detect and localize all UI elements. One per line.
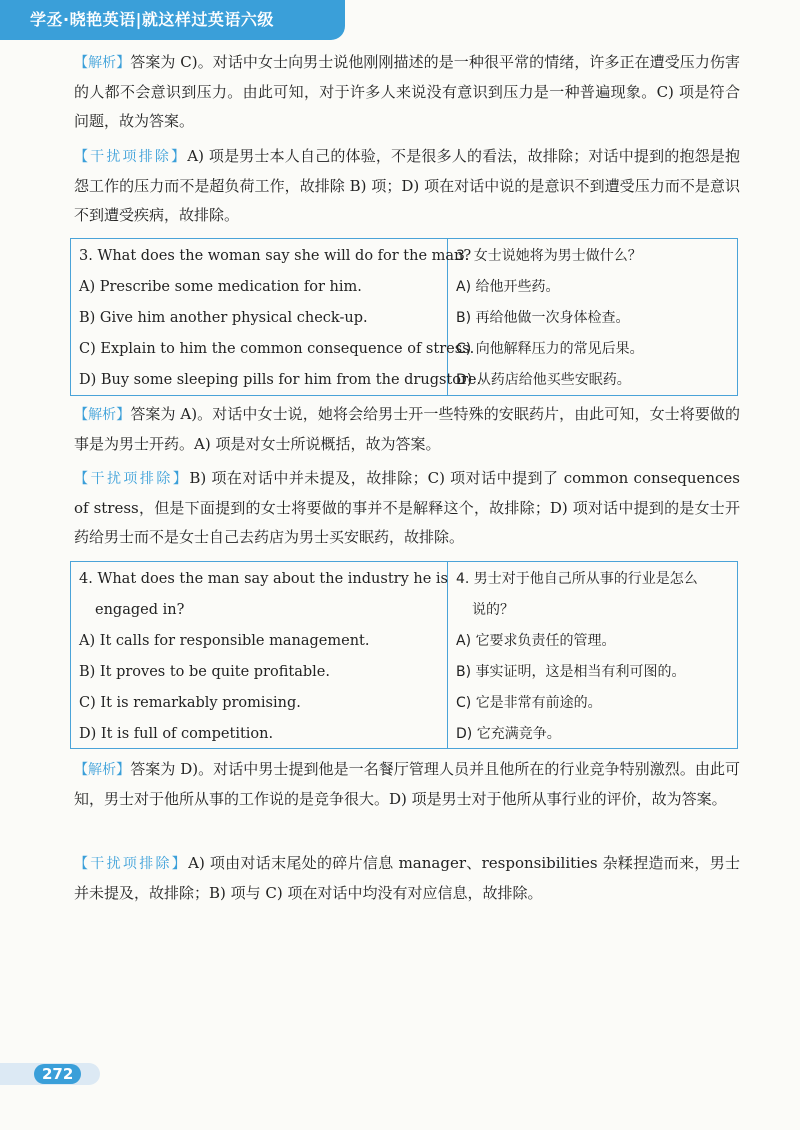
distractor-tag: 【干扰项排除】 — [74, 471, 190, 487]
question-4-english — [71, 562, 448, 748]
question-3-stem: 3. What does the woman say she will do for the man? — [79, 248, 472, 264]
option-a-zh: A) 给他开些药。 — [456, 279, 560, 295]
question-4-stem-zh-cont: 说的？ — [472, 602, 514, 618]
question-4-stem-zh: 4. 男士对于他自己所从事的行业是怎么 — [456, 571, 698, 587]
option-d: D) Buy some sleeping pills for him from the drugstore. — [79, 372, 482, 388]
analysis-text: 答案为 D)。对话中男士提到他是一名餐厅管理人员并且他所在的行业竞争特别激烈。由此可知，男士对于他所从事的工作说的是竞争很大。D) 项是男士对于他所从事行业的评价，故为答案。 — [74, 760, 741, 808]
option-d-zh: D) 从药店给他买些安眠药。 — [456, 372, 631, 388]
distractor-paragraph — [74, 849, 740, 908]
option-a: A) Prescribe some medication for him. — [79, 279, 362, 295]
option-d: D) It is full of competition. — [79, 726, 274, 742]
question-3-table — [70, 238, 738, 396]
distractor-tag: 【干扰项排除】 — [74, 149, 188, 165]
analysis-tag: 【解析】 — [74, 55, 131, 71]
option-c-zh: C) 向他解释压力的常见后果。 — [456, 341, 644, 357]
question-4-table — [70, 561, 738, 749]
analysis-tag: 【解析】 — [74, 762, 131, 778]
analysis-text: 答案为 C)。对话中女士向男士说他刚刚描述的是一种很平常的情绪，许多正在遭受压力伤害的人都不会意识到压力。由此可知，对于许多人来说没有意识到压力是一种普遍现象。C) 项是符合问题，故为答案。 — [74, 53, 740, 130]
analysis-tag: 【解析】 — [74, 407, 131, 423]
analysis-paragraph — [74, 48, 740, 136]
analysis-paragraph — [74, 400, 740, 459]
analysis-paragraph — [74, 755, 740, 814]
option-a: A) It calls for responsible management. — [79, 633, 370, 649]
option-b-zh: B) 再给他做一次身体检查。 — [456, 310, 630, 326]
option-c: C) Explain to him the common consequence of stress. — [79, 341, 475, 357]
question-4-stem: 4. What does the man say about the industry he is — [79, 571, 448, 587]
distractor-paragraph — [74, 464, 740, 552]
option-b-zh: B) 事实证明，这是相当有利可图的。 — [456, 664, 686, 680]
option-c: C) It is remarkably promising. — [79, 695, 301, 711]
question-3-stem-zh: 3. 女士说她将为男士做什么？ — [456, 248, 642, 264]
distractor-tag: 【干扰项排除】 — [74, 856, 189, 872]
analysis-text: 答案为 A)。对话中女士说，她将会给男士开一些特殊的安眠药片，由此可知，女士将要做的事是为男士开药。A) 项是对女士所说概括，故为答案。 — [74, 405, 740, 453]
option-b: B) Give him another physical check-up. — [79, 310, 368, 326]
question-3-chinese — [448, 239, 737, 395]
option-b: B) It proves to be quite profitable. — [79, 664, 330, 680]
distractor-text: A) 项是男士本人自己的体验，不是很多人的看法，故排除；对话中提到的抱怨是抱怨工作的压力而不是超负荷工作，故排除 B) 项；D) 项在对话中说的是意识不到遭受压力而不是意识不到遭受疾病，故排除。 — [74, 147, 740, 224]
book-title: 学丞·晓艳英语|就这样过英语六级 — [30, 10, 274, 29]
page-number: 272 — [34, 1064, 81, 1084]
option-a-zh: A) 它要求负责任的管理。 — [456, 633, 616, 649]
question-4-chinese — [448, 562, 737, 748]
question-3-english — [71, 239, 482, 395]
option-c-zh: C) 它是非常有前途的。 — [456, 695, 602, 711]
distractor-text: A) 项由对话末尾处的碎片信息 manager、responsibilities 杂糅捏造而来，男士并未提及，故排除；B) 项与 C) 项在对话中均没有对应信息，故排除。 — [74, 854, 741, 902]
distractor-text: B) 项在对话中并未提及，故排除；C) 项对话中提到了 common consequences of stress，但是下面提到的女士将要做的事并不是解释这个，故排除；D) 项对话中提到的是女士开药给男士而不是女士自己去药店为男士买安眠药，故排除。 — [74, 469, 741, 546]
question-4-stem-cont: engaged in? — [95, 602, 185, 618]
distractor-paragraph — [74, 142, 740, 230]
option-d-zh: D) 它充满竞争。 — [456, 726, 561, 742]
